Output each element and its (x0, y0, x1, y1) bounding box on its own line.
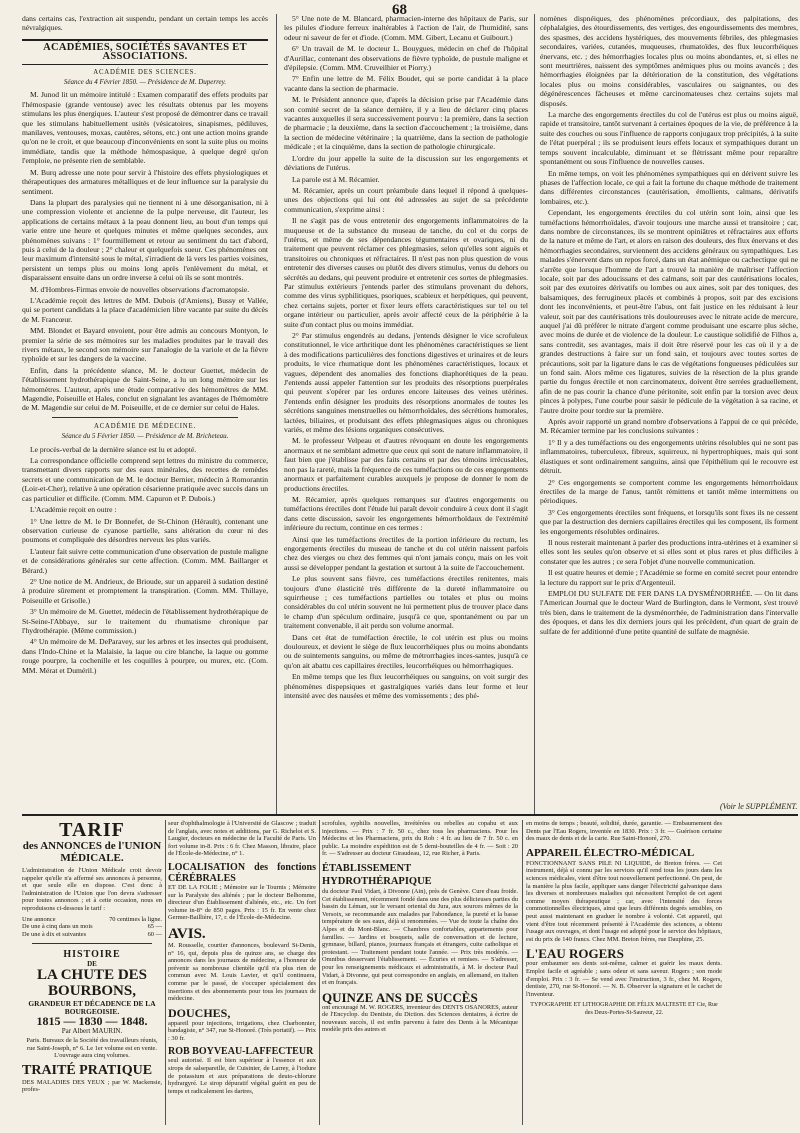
paragraph: La marche des engorgements érectiles du col de l'utérus est plus ou moins aiguë, rapide et transitoire, tantôt survenant à certaines époques de la vie, de préférence à la suite des couches ou sous l'influence de rapports conjugaux trop précipités, à la suite de l'état puerpéral ; ils se produisent leurs effets locaux et sympathiques durant un temps souvent incalculable, diminuant et se flétrissant même pour reparaître spontanément ou sous l'influence de nouvelles causes. (540, 110, 798, 167)
paragraph: Cependant, les engorgements érectiles du col utérin sont loin, ainsi que les tuméfactions hémorrhoïdales, d'avoir toujours une marche aussi et transitoire ; car, dans nombre de circonstances, ils se montrent opiniâtres et réfractaires aux efforts de la nature et même de l'art, et alors en raison des douleurs, des flux énervans et des hémorrhagies secondaires, surviennent des accidens généraux ou sympathiques. Les malades s'énervent dans un repos forcé, dans un état anémique ou cachectique qui ne s'arrête que lorsque l'homme de l'art a trouvé la manière de maîtriser l'affection locale, soit par des adoucissans et des calmans, soit par des cautérisations locales, soit par des exutoires dérivatifs ou lombes ou aux aines, soit par des toniques, des balsamiques, des ferrugineux placés et combinés à propos, soit par des excisions dont les inconvénients, et peut-être l'abus, ont fait justice en les réduisant à leur valeur, soit par des cautérisations très douloureuses avec le nitrate acide de mercure, auquel j'ai dû préférer le nitrate d'argent comme produisant une escarre plus sèche, avec moins de durée et de violence de la douleur. Le caustique solidifié de Filhos a, sans contredit, ses avantages, mais il doit être réservé pour les cas où il y a de grandes destructions à faire sur un fond sain, et toujours avec toutes sortes de précautions, soit par la ligature dans le cas de végétations fongueuses pédiculées sur un fond sain. Alors même ces ligatures, suivies de la résection de la plus grande partie du fongus érectile et non carcinomateux, doivent être serrées graduellement, afin de ne pas courir la chance d'une péritonite, soit enfin par la torsion avec deux pinces à polypes, l'une courbe pour saisir le pédicule de la végétation à sa racine, et l'autre droite pour tordre sur la première. (540, 208, 798, 415)
paragraph: M. Junod lit un mémoire intitulé : Examen comparatif des effets produits par l'hémospasie (grande ventouse) avec les résultats obtenus par les moyens stimulans les plus énergiques. L'auteur s'est proposé de démontrer dans ce travail que les stimulans habituellement usités (vésicatoires, sinapismes, pédiluves, manilaves, ventouses, moxas, cautères, sétons, etc.) ont une action moins grande qu'on ne le croit, et que beaucoup d'inconvénients en sont la suite plus ou moins immédiate, tandis que la méthode hémospasique, à quelque degré qu'on l'emploie, ne présente rien de semblable. (22, 90, 268, 166)
tarif-label: Une annonce (22, 915, 56, 923)
ad-text: ont encouragé M. W. ROGERS, inventeur des DENTS OSANORES, auteur de l'Encyclop. du Dentiste, du Diction. des Sciences dentaires, à écrire de nouveaux succès, il est enfin parvenu à faire des Dents à la Mécanique modèle prix des autres et (322, 1003, 518, 1034)
intro-text: dans certains cas, l'extraction ait suspendu, pendant un certain temps les accès névralgiques. (22, 14, 268, 33)
paragraph: 4° Un mémoire de M. DeParavey, sur les arbres et les insectes qui produisent, dans l'Indo-Chine et la Malaisie, la laque ou cire blanche, la laque ou gomme rouge pourpre, la cochenille et les coquilles à pourpre, ou murex, etc. (Com. MM. Mérat et Duméril.) (22, 637, 268, 675)
paragraph: 6° Un travail de M. le docteur L. Bouygues, médecin en chef de l'hôpital d'Aurillac, contenant des observations de fièvre typhoïde, de pustule maligne et d'épilepsie. (Comm. MM. Cruveilhier et Piorry.) (284, 44, 528, 73)
tarif-price: 70 centimes la ligne. (109, 915, 162, 923)
sitting-line: Séance du 5 Février 1850. — Présidence de M. Bricheteau. (61, 432, 229, 441)
column-divider (319, 820, 320, 1125)
ad-text: ET DE LA FOLIE ; Mémoire sur le Tournis ; Mémoire sur la Paralysie des aliénés ; par le docteur Belhomme, directeur d'un Établissement d'aliénés, etc., etc. Un fort volume in-8° de 850 pages. Prix : 15 fr. En vente chez Germer-Baillière, 17, r. de l'École-de-Médecine. (168, 883, 316, 922)
page-number: 68 (392, 2, 407, 18)
ad-text: seul autorisé. Il est bien supérieur à l'essence et aux sirops de salsepareille, de Cuisinier, de Larrey, à l'iodure de potassium et aux préparations de deuto-chlorure hydrargyré. Le sirop dépuratif végétal guérit en peu de temps et radicalement les dartres, (168, 1057, 316, 1095)
paragraph: 2° Une notice de M. Andrieux, de Brioude, sur un appareil à sudation destiné à produire sûrement et promptement la transpiration. (Comm. MM. Thillaye, Poiseuille et Grisolle.) (22, 576, 268, 605)
paragraph: nomènes dispnéiques, des phénomènes précordiaux, des palpitations, des céphalalgies, des étourdissements, des vertiges, des engourdissements des membres, des spasmes, des accidens hystériques, des mouvements fébriles, des phlegmasies secondaires, variées, cutanées, muqueuses, rhumatoïdes, des flux leucorrhéiques énervans, etc. ; des hémorrhagies locales plus ou moins abondantes, et, si elles ne sont meurtrières, naissent des symptômes anémiques plus ou moins avancés ; des hémorrhagies éloignées par la détérioration de la constitution, des végétations locales plus ou moins considérables, vasculaires ou saignantes, ou des dégénérescences fâcheuses et même carcinomateuses chez certains sujets mal disposés. (540, 14, 798, 108)
tarif-text: L'administration de l'Union Médicale croit devoir rappeler qu'elle n'a affermé ses annonces à personne, et que seule elle en dispose. C'est donc à l'administration de l'Union que l'on devra s'adresser pour toutes annonces ; et à cette occasion, nous en reproduisons ci-dessous le tarif : (22, 867, 162, 913)
paragraph: La correspondance officielle comprend sept lettres du ministre du commerce, transmettant divers rapports sur des eaux minérales, des recettes de remèdes secrets et une communication de M. le docteur Bernier, médecin à Romorantin (Loir-et-Cher), relative à une opération césarienne pratiquée avec succès dans un cas particulier et difficile. (Comm. MM. Capuron et P. Dubois.) (22, 456, 268, 503)
paragraph: 3° Ces engorgements érectiles sont fréquens, et lorsqu'ils sont fixes ils ne cessent que par la destruction des derniers capillaires érectiles qui les composent, ils forment les engorgements résolubles ordinaires. (540, 507, 798, 536)
publisher-text: Paris. Bureaux de la Société des travailleurs réunis, rue Saint-Joseph, n° 6. Le 1er volume est en vente. L'ouvrage aura cinq volumes. (26, 1037, 158, 1060)
paragraph: L'Académie reçoit des lettres de MM. Dubois (d'Amiens), Bussy et Vallée, qui se portent candidats à la place d'académicien libre vacante par suite du décès de M. Francœur. (22, 295, 268, 324)
table-row (22, 931, 162, 939)
tarif-price: 60 — (147, 930, 162, 938)
paragraph: Le plus souvent sans fièvre, ces tuméfactions érectiles renitentes, mais toujours d'une élasticité très différente de la dureté inflammatoire ou squirrheuse ; ces tuméfactions partielles ou totales et plus ou moins considérables du col utérin souvent ne lui permettent plus de trouver place dans le champ d'un spéculum ordinaire, jusqu'à ce que, spontanément ou par un traitement convenable, il ait perdu son volume anormal. (284, 574, 528, 631)
grandeur-title: GRANDEUR ET DÉCADENCE DE LA BOURGEOISIE. (28, 998, 156, 1016)
paragraph: Dans cet état de tuméfaction érectile, le col utérin est plus ou moins douloureux, et devient le siège de flux leucorrhéiques plus ou moins abondants ou de suintements sanguins, ou même de métrorrhagies inces-santes, jusqu'à ce qu'on ait abattu ces capillaires érectiles, leucorrhéiques ou hémorrhagiques. (284, 632, 528, 670)
imprint: TYPOGRAPHIE ET LITHOGRAPHIE DE FÉLIX MALTESTE ET Cie, Rue des Deux-Portes-St-Sauveur, 22. (530, 1002, 718, 1016)
divider (32, 943, 152, 944)
column-1 (22, 14, 268, 814)
column-2 (284, 14, 528, 814)
tarif-subtitle: des ANNONCES de l'UNION MÉDICALE. (22, 840, 162, 864)
ad-text: seur d'ophthalmologie à l'Université de Glascow ; traduit de l'anglais, avec notes et additions, par G. Richelot et S. Laugier, docteurs en médecine de la Faculté de Paris. Un fort volume in-8. Prix : 6 fr. Chez Masson, libraire, place de l'École-de-Médecine, n° 1. (168, 820, 316, 858)
etablissement-title: ÉTABLISSEMENT HYDROTHÉRAPIQUE (322, 862, 432, 887)
column-divider (522, 820, 523, 1125)
ads-top-rule (22, 814, 798, 816)
supplement-note: (Voir le SUPPLÉMENT. (720, 802, 798, 811)
column-divider (165, 820, 166, 1125)
ad-text: du docteur Paul Vidart, à Divonne (Ain), près de Genève. Cure d'eau froide. Cet établissement, récemment fondé dans une des plus délicieuses parties du bassin du Léman, sur le versant oriental du Jura, aux sources mêmes de la Versoix, se recommande aux malades par l'abondance, la pureté et la basse température de ses eaux, déjà si renommées. — Vue de toute la chaîne des Alpes et du Mont-Blanc. — Chambres confortables, appartements pour familles. — Jardins et bosquets, salle de conversation et de lecture, gymnase, billard, pianos, journaux français et étrangers, cuite catholique et protestant. — Traitement pendant toute l'année. — Prix très modérés. — Omnibus desservant l'établissement. — Écuries et remises. — S'adresser, pour les renseignements médicaux et administratifs, à M. le docteur Paul Vidart, à Divonne, qui peut correspondre en anglais, en allemand, en italien et en français. (322, 887, 518, 987)
ads-column-4 (526, 820, 722, 1125)
paragraph: Il ne s'agit pas de vous entretenir des engorgements inflammatoires de la muqueuse et de la substance du museau de tanche, du col et du corps de l'utérus, et même de ses dépendances tégumentaires et ovariques, ni du traitement que peuvent réclamer ces phlegmasies, selon qu'elles sont aiguës et transitoires ou chroniques et réfractaires. Il n'est pas non plus question de vous entretenir des diverses causes ou plutôt des divers stimulus, venus du dehors ou sécrétés au dedans, qui peuvent produire et entretenir ces sortes de phlegmasies. Par stimulus extérieurs j'entends parler des stimulans provenant du dehors, comme des virus syphilitiques, psoriques, scabieux et herpétiques, qui peuvent, chez certains sujets, porter et fixer leurs effets caractéristiques sur tel ou tel organe intérieur ou particulier, après avoir affecté ceux de la périphérie à la suite d'un contact plus ou moins immédiat. (284, 216, 528, 329)
chute-title: LA CHUTE DES BOURBONS, (36, 967, 148, 1000)
rob-title: ROB BOYVEAU-LAFFECTEUR (168, 1046, 314, 1058)
ad-text: M. Rousselle, courtier d'annonces, boulevard St-Denis, n° 16, qui, depuis plus de quinze ans, se charge des annonces dans les journaux de médecine, a l'honneur de prévenir sa nombreuse clientèle qu'il n'a plus rien de commun avec M. Louis Lavier, et qu'il continuera, comme par le passé, de s'occuper spécialement des insertions et des abonnements pour tous les journaux de médecine. (168, 941, 316, 1003)
quinze-ans-title: QUINZE ANS DE SUCCÈS (322, 989, 478, 1005)
ad-text: en moins de temps ; beauté, solidité, durée, garantie. — Embaumement des Dents par l'Eau Rogers, inventée en 1830. Prix : 3 fr. — Guérison certaine des maux de dents et de la carie. Rue Saint-Honoré, 270. (526, 820, 722, 843)
paragraph: L'ordre du jour appelle la suite de la discussion sur les engorgements et déviations de l'utérus. (284, 153, 528, 173)
paragraph: M. d'Hombres-Firmas envoie de nouvelles observations d'acromatopsie. (30, 284, 250, 294)
column-3 (540, 14, 798, 814)
ad-text: appareil pour injections, irrigations, chez Charbonnier, bandagiste, n° 347, rue St-Honoré. (Très portatif). — Prix : 30 fr. (168, 1019, 316, 1042)
tarif-label: De une à cinq dans un mois (22, 923, 93, 931)
divider (52, 417, 238, 418)
douches-title: DOUCHES, (168, 1005, 231, 1020)
academy-medicine-title: ACADÉMIE DE MÉDECINE. (94, 422, 196, 430)
eau-rogers-title: L'EAU ROGERS (526, 946, 624, 962)
paragraph: 2° Par stimulus engendrés au dedans, j'entends désigner le vice scrofuleux constitutionnel, le vice arthritique dont les phénomènes caractéristiques se lient à des modifications particulières des fonctions digestives et urinaires et de leurs produits, le vice rhumatique dont les phénomènes caractéristiques, locaux et vagues, dépendent des anomalies des fonctions diaphorétiques de la peau. J'entends aussi appeler l'attention sur les produits des résorptions puerpérales qui peuvent s'opérer par les ordures encore laiteuses des veines utérines. J'entends enfin désigner les produits des résorptions anormales de toutes les sécrétions sanguines menstruelles ou hémorrhoïdales, des sécrétions humorales, lactées, biliaires, et produisant des effets phlegmasiques aigus ou chroniques variés, et même des lésions organiques consécutives. (284, 331, 528, 435)
ad-text: scrofules, syphilis nouvelles, invétérées ou rebelles au copahu et aux injections. — Prix : 7 fr. 50 c., chez tous les pharmaciens. Pour les Médecins et les Pharmaciens, prix du Rob : 4 fr. au lieu de 7 fr. 50 c. en public. La moindre expédition est de 5 demi-bouteilles de 4 fr. — Soit : 20 fr. — S'adresser au docteur Giraudeau, 12, rue Richer, à Paris. (322, 820, 518, 858)
appareil-title: APPAREIL ÉLECTRO-MÉDICAL (526, 846, 695, 859)
tarif-table (22, 916, 162, 939)
paragraph: 1° Il y a des tuméfactions ou des engorgements utérins résolubles qui ne sont pas inflammatoires, tuberculeux, fibreux, squirreux, ni hypertrophiques, mais qui sont élastiques et sont ordinairement sanguins, ainsi que l'épithélium qui le recouvre est détruit. (540, 437, 798, 476)
paragraph: Après avoir rapporté un grand nombre d'observations à l'appui de ce qui précède, M. Récamier termine par les conclusions suivantes : (540, 417, 798, 436)
localisation-title: LOCALISATION des fonctions CÉRÉBRALES (168, 861, 316, 884)
paragraph: M. Burq adresse une note pour servir à l'histoire des effets physiologiques et thérapeutiques des armatures métalliques et de leur influence sur la paralysie du sentiment. (22, 167, 268, 196)
ads-column-3 (322, 820, 518, 1125)
paragraph: 7° Enfin une lettre de M. Félix Boudet, qui se porte candidat à la place vacante dans la section de pharmacie. (284, 74, 528, 93)
avis-title: AVIS. (168, 925, 206, 942)
paragraph: Il nous resterait maintenant à parler des productions intra-utérines et à examiner si elles sont les seules qu'on observe et si elles sont et plus rares et plus difficiles à constater que les autres ; ce sera l'objet d'une nouvelle communication. (540, 537, 798, 566)
paragraph: La parole est à M. Récamier. (292, 174, 380, 184)
ad-text: FONCTIONNANT SANS PILE NI LIQUIDE, de Breton frères. — Cet instrument, déjà si connu par les services qu'il rend tous les jours dans les sciences médicales, vient d'être tout nouvellement perfectionné. On peut, de la manière la plus facile, appliquer sans danger l'électricité galvanique dans les diverses et nombreuses maladies qui nécessitent l'emploi de cet agent comme moyen thérapeutique ; car, avec l'intensité des forces commotionnelles électriques, ainsi que leurs différents degrés sensibles, on peut aussi maintenant en graduer le nombre à volonté. Cet appareil, qui vient d'être tout récemment présenté à l'Académie des sciences, a obtenu l'usage aux ouvrages, et dont l'usage est adopté pour le service des hôpitaux, est du prix de 140 francs. Chez MM. Breton frères, rue Dauphine, 25. (526, 859, 722, 943)
traite-title: TRAITÉ PRATIQUE (22, 1063, 153, 1079)
histoire-title: HISTOIRE (63, 949, 121, 961)
paragraph: En même temps, on voit les phénomènes sympathiques qui en dérivent suivre les phases de l'affection locale, ce qui a fait la fortune du chaque méthode de traitement dans différentes circonstances (cautérisation, émollients, calmans, dérivatifs lombaires, etc.). (540, 168, 798, 206)
paragraph: MM. Blondet et Bayard envoient, pour être admis au concours Montyon, le premier la série de ses mémoires sur les maladies produites par le travail des rivers métaux, le second son mémoire sur l'analogie de la variole et de la fièvre typhoïde et sur les dangers de la vaccine. (22, 326, 268, 364)
tarif-price: 65 — (147, 923, 162, 931)
paragraph: M. Récamier, après quelques remarques sur d'autres engorgements ou tuméfactions érectiles dont l'étude lui paraît devoir conduire à ceux dont il s'agit dans cette discussion, savoir les engorgements hémorrhoïdaux de l'extrémité inférieure du rectum, continue en ces termes : (284, 494, 528, 533)
ad-text: pour embaumer ses dents soi-même, calmer et guérir les maux dents. Emploi facile et agréable ; sans odeur et sans saveur. Rogers ; son mode d'emploi. Prix : 3 fr. — Se vend avec l'instruction, 3 fr., chez M. Rogers, dentiste, 270, rue St-Honoré. — N. B. Observer la signature et le cachet de l'inventeur. (526, 960, 722, 998)
paragraph: L'auteur fait suivre cette communication d'une observation de pustule maligne et de considérations générales sur cette affection. (Comm. MM. Baillarger et Bérard.) (22, 546, 268, 575)
years: 1815 — 1830 — 1848. (36, 1014, 148, 1029)
paragraph: M. le Président annonce que, d'après la décision prise par l'Académie dans son comité secret de la séance dernière, il y a lieu de déclarer cinq places vacantes auxquelles il sera successivement pourvu : la première, dans la section de pharmacie ; la deuxième, dans la section d'accouchement ; la troisième, dans la section de médecine vétérinaire ; la quatrième, dans la section de pathologie médicale ; et la cinquième, dans la section de pathologie chirurgicale. (284, 95, 528, 152)
tarif-label: De une à dix et suivantes (22, 930, 87, 938)
paragraph: L'Académie reçoit en outre : (30, 505, 117, 515)
paragraph: 3° Un mémoire de M. Guettet, médecin de l'établissement hydrothérapique de St-Seine-l'Abbaye, sur le traitement du rhumatisme chronique par l'hydrothérapie. (Même commission.) (22, 607, 268, 635)
paragraph: 5° Une note de M. Blancard, pharmacien-interne des hôpitaux de Paris, sur les pilules d'iodure ferreux inaltérables à l'action de l'air, de l'humidité, sans odeur ni saveur de fer et d'iode. (Comm. MM. Gibert, Lecanu et Guibourt.) (284, 14, 528, 42)
paragraph: Il est quatre heures et demie ; l'Académie se forme en comité secret pour entendre la lecture du rapport sur le prix d'Argenteuil. (540, 568, 798, 587)
section-title: ACADÉMIES, SOCIÉTÉS SAVANTES ET ASSOCIATIONS. (22, 39, 268, 65)
traite-text: DES MALADIES DES YEUX ; par W. Mackensie, profes- (22, 1078, 162, 1094)
paragraph: Le procès-verbal de la dernière séance est lu et adopté. (30, 444, 197, 454)
column-divider (276, 14, 277, 814)
column-divider (534, 14, 535, 814)
paragraph: En même temps que les flux leucorrhéiques ou sanguins, on voit surgir des phénomènes dispepsiques et gastralgiques variés dans leur forme et leur intensité avec des nausées et même des vomissements ; des phé- (284, 672, 528, 701)
sitting-line: Séance du 4 Février 1850. — Présidence de M. Duperrey. (63, 78, 227, 87)
paragraph: EMPLOI DU SULFATE DE FER DANS LA DYSMÉNORRHÉE. — On lit dans l'American Journal que le docteur Ward de Burlington, dans le Vermont, s'est trouvé très bien, dans le traitement de la dysménorrhée, de l'administration dans l'intervalle des époques, et dans les dix derniers jours qui les précèdent, d'un quart de grain de sulfate de fer additionné d'une petite quantité de sulfate de magnésie. (540, 588, 798, 636)
paragraph: 2° Ces engorgements se comportent comme les engorgements hémorrhoïdaux érectiles de la marge de l'anus, tantôt rémittens et tantôt même intermittens ou périodiques. (540, 477, 798, 506)
ads-column-1 (22, 820, 162, 1125)
paragraph: 1° Une lettre de M. le Dr Bonnefet, de St-Chinon (Hérault), contenant une observation curieuse de cyanose partielle, sans altération du cœur ni des poumons et compliquée des désordres nerveux les plus variés. (22, 516, 268, 545)
histoire-de: DE (87, 959, 97, 968)
table-row (22, 923, 162, 931)
author: Par Albert MAURIN. (61, 1026, 123, 1035)
paragraph: Ainsi que les tuméfactions érectiles de la portion inférieure du rectum, les engorgements érectiles du museau de tanche et du col utérin naissent parfois chez des vierges ou chez des femmes qui n'ont jamais conçu, mais on les voit aussi se développer pendant la gestation et surtout à la suite de l'accouchement. (284, 534, 528, 572)
tarif-title: TARIF (59, 820, 125, 841)
table-row (22, 916, 162, 924)
paragraph: M. le professeur Velpeau et d'autres révoquant en doute les engorgements anormaux et ne semblant admettre que ceux qui sont de nature inflammatoire, il faut bien que j'établisse par des faits certains et par des témoins irrécusables, non pas la rareté, mais la fréquence de ces tuméfactions ou de ces engorgements anormaux et parfaitement curables auxquels je propose de donner le nom de productions érectiles. (284, 436, 528, 493)
paragraph: Enfin, dans la précédente séance, M. le docteur Guettet, médecin de l'établissement hydrothérapique de Saint-Seine, a lu un long mémoire sur les hémomètres. L'auteur, après une étude comparative des hémomètres de MM. Magendie, Poiseuille et Hales, conclut en signalant les avantages de l'hémomètre de M. Magendie sur celui de M. Poiseuille, et de ce dernier sur celui de Hales. (22, 365, 268, 413)
paragraph: Dans la plupart des paralysies qui ne tiennent ni à une désorganisation, ni à une compression violente et ancienne de la pulpe nerveuse, dit l'auteur, les applications de certains métaux à la peau donnent lieu, au bout d'un temps qui varie entre une heure et quelques minutes et même quelques secondes, aux phénomènes suivans : 1° fourmillement et retour au sentiment du tact d'abord, puis à celui de la douleur ; 2° chaleur et quelquefois sueur. Ces phénomènes ont leur maximum d'intensité sous le métal, s'irradient de là vers les parties voisines, persistent un temps plus ou moins long après l'enlèvement du métal, et disparaissent ensuite dans un ordre inverse à celui où ils se sont montrés. (22, 197, 268, 283)
paragraph: M. Récamier, après un court préambule dans lequel il répond à quelques-unes des objections qui lui ont été adressées au sujet de sa précédente communication, s'exprime ainsi : (284, 185, 528, 214)
ads-column-2 (168, 820, 316, 1125)
academy-sciences-title: ACADÉMIE DES SCIENCES. (93, 68, 197, 76)
